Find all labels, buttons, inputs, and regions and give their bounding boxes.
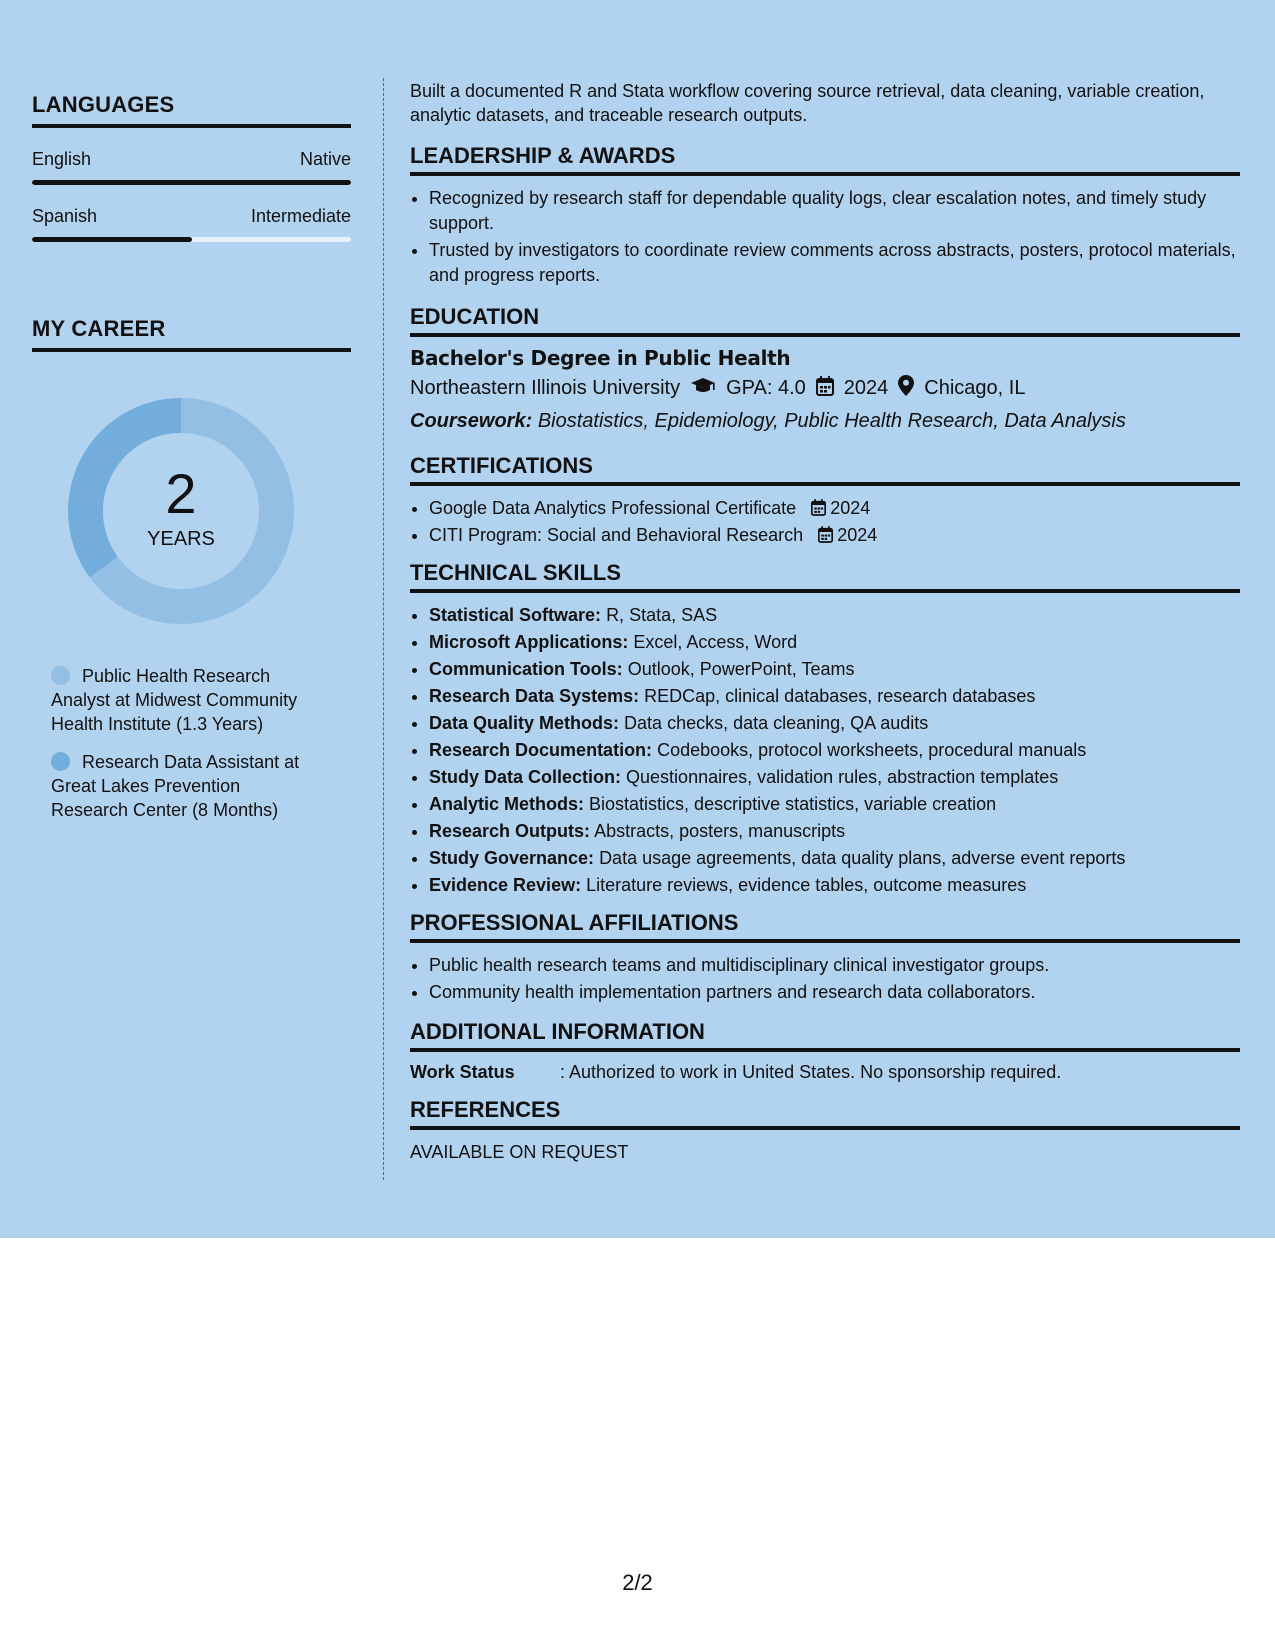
career-donut-chart xyxy=(66,396,296,626)
skill-label: Research Outputs: xyxy=(429,821,591,841)
coursework-list: Biostatistics, Epidemiology, Public Health Research, Data Analysis xyxy=(537,410,1126,432)
career-legend xyxy=(51,664,321,822)
certification-name: Google Data Analytics Professional Certificate xyxy=(429,498,797,518)
school-name: Northeastern Illinois University xyxy=(410,377,681,399)
sidebar xyxy=(32,92,351,836)
skill-value: Data checks, data cleaning, QA audits xyxy=(624,713,929,733)
calendar-icon xyxy=(816,376,834,402)
career-legend-item xyxy=(51,750,321,822)
list-item: • Trusted by investigators to coordinate review comments across abstracts, posters, protocol materials, and progress reports. xyxy=(429,238,1240,288)
affiliations-title: PROFESSIONAL AFFILIATIONS xyxy=(410,910,1240,943)
certification-year: 2024 xyxy=(837,525,878,545)
skill-value: R, Stata, SAS xyxy=(606,605,718,625)
language-proficiency-bar xyxy=(32,180,351,185)
references-title: REFERENCES xyxy=(410,1097,1240,1130)
skill-value: Data usage agreements, data quality plans, adverse event reports xyxy=(599,848,1126,868)
list-item xyxy=(429,738,1240,763)
skill-label: Evidence Review: xyxy=(429,875,582,895)
gpa-text: GPA: 4.0 xyxy=(726,377,806,399)
list-item xyxy=(429,765,1240,790)
degree-name: Bachelor's Degree in Public Health xyxy=(410,346,791,370)
skill-value: Outlook, PowerPoint, Teams xyxy=(627,659,855,679)
skill-label: Microsoft Applications: xyxy=(429,632,629,652)
list-item xyxy=(429,657,1240,682)
list-item xyxy=(429,630,1240,655)
affiliations-list xyxy=(410,953,1240,1005)
skills-list xyxy=(410,603,1240,898)
coursework xyxy=(410,410,1240,433)
list-item xyxy=(429,819,1240,844)
skill-value: REDCap, clinical databases, research databases xyxy=(644,686,1036,706)
skill-label: Study Data Collection: xyxy=(429,767,622,787)
language-proficiency-bar xyxy=(32,237,351,242)
work-status xyxy=(410,1062,1240,1083)
list-item xyxy=(429,846,1240,871)
list-item xyxy=(429,684,1240,709)
career-legend-text: Public Health Research Analyst at Midwest Community Health Institute (1.3 Years) xyxy=(51,666,298,734)
career-title: MY CAREER xyxy=(32,316,351,352)
skill-value: Biostatistics, descriptive statistics, variable creation xyxy=(589,794,997,814)
career-legend-text: Research Data Assistant at Great Lakes Prevention Research Center (8 Months) xyxy=(51,752,300,820)
list-item xyxy=(429,711,1240,736)
skill-value: Literature reviews, evidence tables, outcome measures xyxy=(586,875,1027,895)
graduation-cap-icon xyxy=(690,377,716,401)
list-item xyxy=(429,603,1240,628)
work-status-value: : Authorized to work in United States. No sponsorship required. xyxy=(560,1062,1062,1082)
language-proficiency-fill xyxy=(32,180,351,185)
skill-label: Communication Tools: xyxy=(429,659,623,679)
school-location: Chicago, IL xyxy=(924,377,1026,399)
list-item xyxy=(429,873,1240,898)
language-name: English xyxy=(32,149,92,169)
summary-text: Built a documented R and Stata workflow covering source retrieval, data cleaning, variable creation, analytic datasets, and traceable research outputs. xyxy=(410,81,1205,125)
leadership-title: LEADERSHIP & AWARDS xyxy=(410,143,1240,176)
language-name: Spanish xyxy=(32,206,98,226)
additional-info-title: ADDITIONAL INFORMATION xyxy=(410,1019,1240,1052)
skill-label: Research Data Systems: xyxy=(429,686,640,706)
legend-dot-icon xyxy=(51,666,70,685)
list-item: • Community health implementation partners and research data collaborators. xyxy=(429,980,1240,1005)
skill-label: Data Quality Methods: xyxy=(429,713,620,733)
skills-title: TECHNICAL SKILLS xyxy=(410,560,1240,593)
career-legend-item xyxy=(51,664,321,736)
list-item xyxy=(429,496,1240,521)
language-entry xyxy=(32,149,351,185)
skill-label: Study Governance: xyxy=(429,848,595,868)
languages-title: LANGUAGES xyxy=(32,92,351,128)
coursework-label: Coursework: xyxy=(410,410,533,432)
column-divider xyxy=(383,78,384,1180)
education-title: EDUCATION xyxy=(410,304,1240,337)
leadership-list xyxy=(410,186,1240,288)
language-proficiency-fill xyxy=(32,237,192,242)
legend-dot-icon xyxy=(51,752,70,771)
references-text: AVAILABLE ON REQUEST xyxy=(410,1142,629,1162)
language-entry xyxy=(32,206,351,242)
calendar-icon xyxy=(818,526,833,543)
career-years-unit: YEARS xyxy=(147,527,215,550)
skill-value: Excel, Access, Word xyxy=(633,632,798,652)
education-details xyxy=(410,375,1240,402)
skill-label: Analytic Methods: xyxy=(429,794,585,814)
main-column xyxy=(410,79,1240,1163)
certification-year: 2024 xyxy=(830,498,871,518)
certifications-list xyxy=(410,496,1240,548)
certification-name: CITI Program: Social and Behavioral Research xyxy=(429,525,804,545)
certifications-title: CERTIFICATIONS xyxy=(410,453,1240,486)
language-level: Intermediate xyxy=(250,206,351,226)
work-status-label: Work Status xyxy=(410,1062,515,1082)
list-item xyxy=(429,523,1240,548)
skill-value: Questionnaires, validation rules, abstraction templates xyxy=(626,767,1059,787)
location-pin-icon xyxy=(898,375,914,402)
language-level: Native xyxy=(299,149,351,169)
career-years-value: 2 xyxy=(165,461,197,525)
graduation-year: 2024 xyxy=(843,377,889,399)
skill-label: Research Documentation: xyxy=(429,740,653,760)
skill-value: Abstracts, posters, manuscripts xyxy=(594,821,846,841)
skill-value: Codebooks, protocol worksheets, procedural manuals xyxy=(657,740,1087,760)
calendar-icon xyxy=(811,499,826,516)
list-item: • Public health research teams and multidisciplinary clinical investigator groups. xyxy=(429,953,1240,978)
list-item: • Recognized by research staff for dependable quality logs, clear escalation notes, and timely study support. xyxy=(429,186,1240,236)
skill-label: Statistical Software: xyxy=(429,605,602,625)
page-number: 2/2 xyxy=(622,1570,653,1595)
list-item xyxy=(429,792,1240,817)
